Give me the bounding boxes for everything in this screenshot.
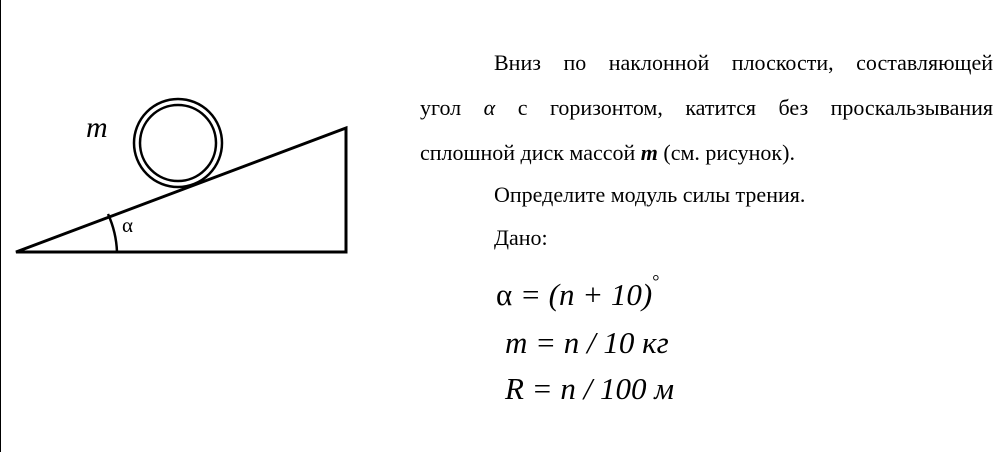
disk-outer [134, 99, 222, 187]
problem-line-3-start: сплошной диск массой [420, 140, 636, 165]
mass-symbol: m [640, 140, 658, 165]
given-label: Дано: [494, 225, 548, 250]
problem-line-3 [420, 140, 795, 166]
alpha-symbol: α [483, 95, 496, 120]
problem-line-2-end: с горизонтом, катится без проскальзывания [517, 95, 994, 120]
mass-label: m [86, 111, 108, 144]
formula-mass: m = n / 10 кг [505, 325, 669, 360]
formula-alpha [496, 272, 659, 310]
problem-line-1-text: Вниз по наклонной плоскости, составляющей [494, 50, 993, 75]
incline-figure [0, 0, 380, 300]
problem-line-3-end: (см. рисунок). [663, 140, 795, 165]
question-line: Определите модуль силы трения. [494, 182, 806, 207]
angle-label: α [122, 213, 134, 237]
problem-line-2-start: угол [420, 95, 462, 120]
angle-arc [108, 214, 117, 252]
formula-radius: R = n / 100 м [505, 371, 675, 406]
formula-alpha-rhs: = (n + 10) [512, 277, 653, 312]
degree-symbol: ° [652, 271, 660, 291]
incline-diagram [0, 0, 380, 300]
formula-alpha-lhs: α [496, 277, 513, 312]
problem-line-2 [420, 95, 993, 121]
problem-line-1 [420, 50, 993, 76]
